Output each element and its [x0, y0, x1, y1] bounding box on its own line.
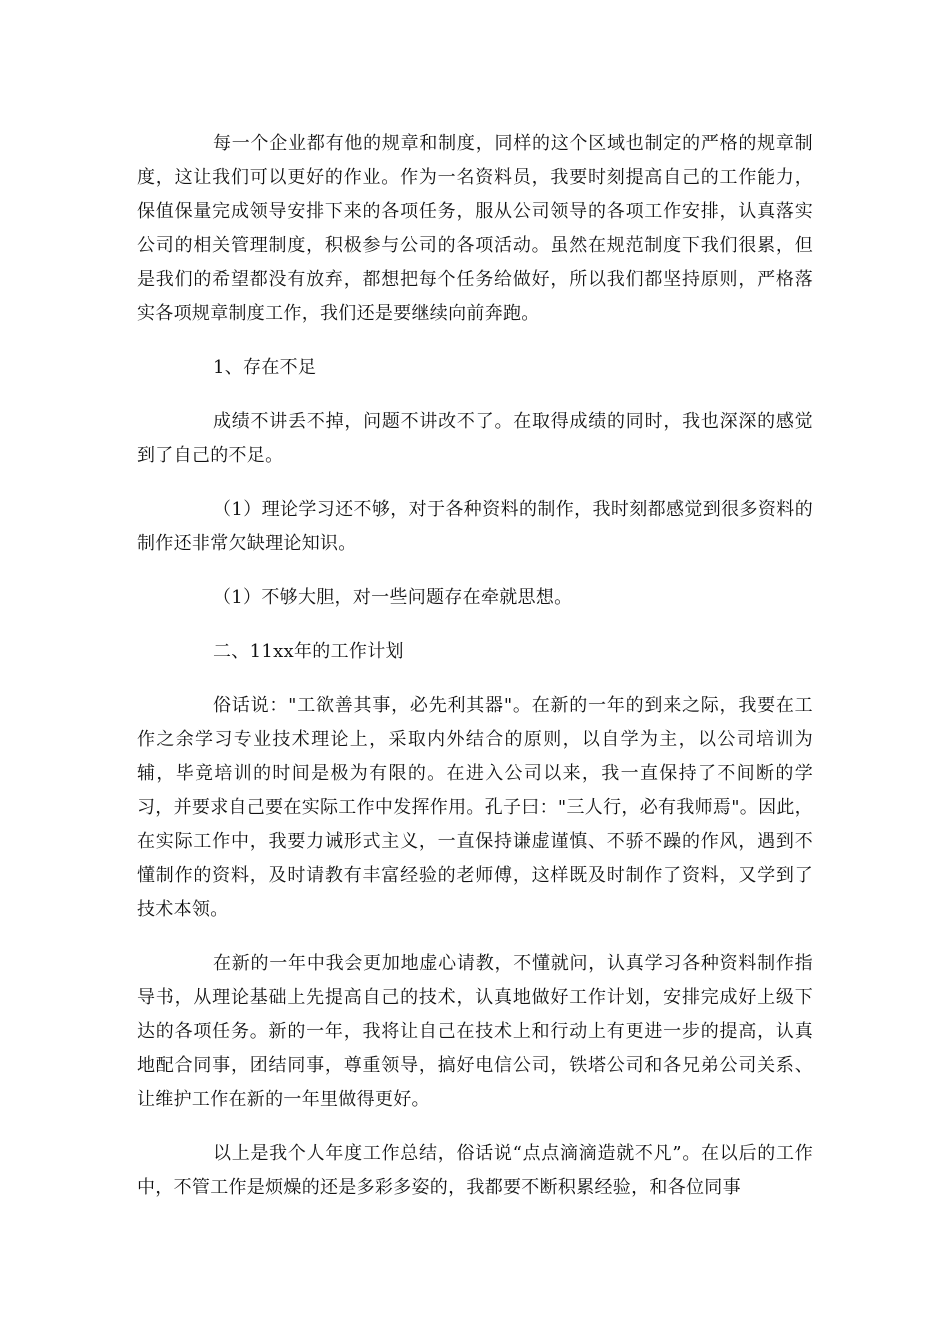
paragraph-study-plan: 俗话说："工欲善其事，必先利其器"。在新的一年的到来之际，我要在工作之余学习专业技术理论上，采取内外结合的原则，以自学为主，以公司培训为辅，毕竟培训的时间是极为有限的。在进入公司以来，我一直保持了不间断的学习，并要求自己要在实际工作中发挥作用。孔子曰："三人行，必有我师焉"。因此，在实际工作中，我要力诫形式主义，一直保持谦虚谨慎、不骄不躁的作风，遇到不懂制作的资料，及时请教有丰富经验的老师傅，这样既及时制作了资料，又学到了技术本领。 [137, 695, 813, 920]
paragraph-theory-study: （1）理论学习还不够，对于各种资料的制作，我时刻都感觉到很多资料的制作还非常欠缺理论知识。 [137, 499, 813, 554]
paragraph-conclusion: 以上是我个人年度工作总结，俗话说“点点滴滴造就不凡”。在以后的工作中，不管工作是烦燥的还是多彩多姿的，我都要不断积累经验，和各位同事 [137, 1143, 813, 1198]
paragraph-not-bold: （1）不够大胆，对一些问题存在牵就思想。 [213, 587, 573, 608]
paragraph-shortcomings-intro: 成绩不讲丢不掉，问题不讲改不了。在取得成绩的同时，我也深深的感觉到了自己的不足。 [137, 411, 813, 466]
paragraph-new-year: 在新的一年中我会更加地虚心请教，不懂就问，认真学习各种资料制作指导书，从理论基础上先提高自己的技术，认真地做好工作计划，安排完成好上级下达的各项任务。新的一年，我将让自己在技术上和行动上有更进一步的提高，认真地配合同事，团结同事，尊重领导，搞好电信公司，铁塔公司和各兄弟公司关系、让维护工作在新的一年里做得更好。 [137, 953, 813, 1110]
paragraph-rules: 每一个企业都有他的规章和制度，同样的这个区域也制定的严格的规章制度，这让我们可以更好的作业。作为一名资料员，我要时刻提高自己的工作能力，保值保量完成领导安排下来的各项任务，服从公司领导的各项工作安排，认真落实公司的相关管理制度，积极参与公司的各项活动。虽然在规范制度下我们很累，但是我们的希望都没有放弃，都想把每个任务给做好，所以我们都坚持原则，严格落实各项规章制度工作，我们还是要继续向前奔跑。 [137, 133, 813, 324]
document-body [137, 127, 813, 1205]
heading-shortcomings: 1、存在不足 [213, 357, 317, 378]
heading-work-plan: 二、11xx年的工作计划 [213, 641, 404, 662]
